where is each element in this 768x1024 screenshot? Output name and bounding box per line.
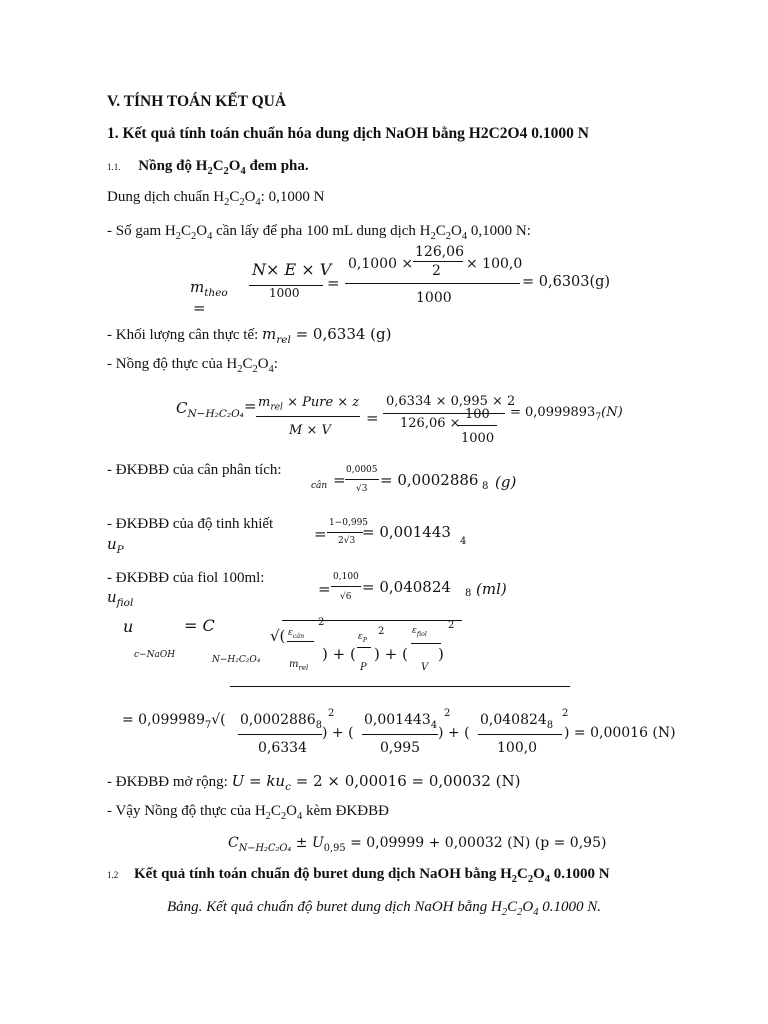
numeric-t1-numerator: $0,0002886_8$ <box>240 712 322 731</box>
unc-flask-tail: 8 <box>465 588 472 599</box>
eq1-f2-inner-denominator: 2 <box>432 263 441 279</box>
combined-sqrt-overline <box>282 620 462 621</box>
unc-balance-tail: 8 <box>482 481 489 492</box>
combined-t2-exp: 2 <box>378 626 385 637</box>
unc-balance-numerator: 0,0005 <box>346 465 378 475</box>
unc-purity-label: - ĐKĐBĐ của độ tinh khiết <box>107 516 274 532</box>
mass-needed-line: - Số gam $H_2C_2O_4$ cần lấy để pha 100 mL dung dịch $H_2C_2O_4$ 0,1000 N: <box>107 223 531 242</box>
numeric-t3-denominator: 100,0 <box>497 740 538 756</box>
eq2-equals-1: = <box>366 409 379 427</box>
standard-solution-line: Dung dịch chuẩn $H_2C_2O_4$: 0,1000 N <box>107 189 325 208</box>
unc-balance-label: - ĐKĐBĐ của cân phân tích: <box>107 462 282 478</box>
eq1-f2-denominator: 1000 <box>416 290 452 306</box>
unc-balance-bar <box>345 479 379 480</box>
combined-t2-denominator: P <box>360 662 367 673</box>
combined-t3-numerator: $\varepsilon_{fiol}$ <box>412 626 427 638</box>
eq2-c: $C_{N-H_2C_2O_4}$ <box>176 399 244 420</box>
numeric-plus-1: ) + ( <box>322 725 354 741</box>
subheading-1-1 <box>107 158 309 175</box>
subheading-number: 1.1. <box>107 162 121 172</box>
unc-balance-result: = 0,0002886 <box>380 471 479 489</box>
eq2-f2-inner-denominator: 1000 <box>461 431 495 446</box>
item1-title: 1. Kết quả tính toán chuẩn hóa dung dịch NaOH bằng H2C2O4 0.1000 N <box>107 125 589 142</box>
unc-flask-symbol: $u_{fiol}$ <box>107 588 134 609</box>
subheading-text: Kết quả tính toán chuẩn độ buret dung dịch NaOH bằng $H_2C_2O_4$ 0.1000 N <box>134 866 610 885</box>
unc-flask-numerator: 0,100 <box>333 572 359 582</box>
combined-t2-numerator: $\varepsilon_P$ <box>358 632 368 644</box>
eq1-f2-numerator-b: × 100,0 <box>466 256 523 272</box>
eq2-f1-numerator: $m_{rel}$ × Pure × z <box>258 395 360 413</box>
numeric-t2-exp: 2 <box>444 708 451 719</box>
unc-balance-unit: (g) <box>495 473 517 491</box>
numeric-lead: = $0,099989_7√$( <box>122 712 226 731</box>
unc-purity-denominator: 2√3 <box>338 536 356 546</box>
combined-u: u <box>123 617 134 636</box>
eq2-f2-inner-bar <box>457 425 497 426</box>
actual-mass-line: - Khối lượng cân thực tế: $m_{rel} = 0,6334$ (g) <box>107 325 392 346</box>
eq1-equals: = <box>327 274 340 292</box>
numeric-t2-numerator: $0,001443_4$ <box>364 712 438 731</box>
expanded-uncertainty-line: - ĐKĐBĐ mở rộng: $U = ku_c = 2 \times 0,00016 = 0,00032$ (N) <box>107 772 521 793</box>
eq2-f1-denominator: M × V <box>289 423 331 438</box>
subheading-number: 1.2 <box>107 870 119 880</box>
unc-purity-result: = 0,001443 <box>362 523 451 541</box>
actual-concentration-line: - Nồng độ thực của $H_2C_2O_4$: <box>107 356 278 375</box>
combined-t1-exp: 2 <box>318 617 325 628</box>
subheading-1-2 <box>107 866 610 883</box>
unc-purity-symbol: $u_P$ <box>107 535 124 556</box>
table-caption: Bảng. Kết quả chuẩn độ buret dung dịch NaOH bằng $H_2C_2O_4$ 0.1000 N. <box>167 899 601 918</box>
combined-u-sub: c−NaOH <box>134 650 176 660</box>
eq1-f2-numerator-a: 0,1000 × <box>348 256 414 272</box>
combined-long-bar <box>230 686 570 687</box>
unc-flask-label: - ĐKĐBĐ của fiol 100ml: <box>107 570 265 586</box>
eq1-f1-denominator: 1000 <box>269 286 300 300</box>
eq2-f2-numerator: 0,6334 × 0,995 × 2 <box>386 394 516 409</box>
numeric-t3-bar <box>478 734 562 735</box>
eq1-f2-bar <box>345 283 520 284</box>
eq1-result: = 0,6303(g) <box>522 274 611 290</box>
combined-eq-c: = C <box>184 616 215 635</box>
eq2-equals-0: = <box>244 397 257 415</box>
eq1-lhs-equals: = <box>193 299 206 317</box>
unc-flask-denominator: √6 <box>340 592 352 602</box>
eq1-f2-inner-numerator: 126,06 <box>415 244 464 260</box>
unc-balance-denominator: √3 <box>356 484 368 494</box>
eq2-f2-inner-numerator: 100 <box>465 407 490 422</box>
combined-t3-bar <box>411 643 441 644</box>
subheading-text: Nồng độ $H_2C_2O_4$ đem pha. <box>138 158 309 177</box>
unc-flask-equals: = <box>318 580 331 598</box>
combined-plus-1: ) + ( <box>322 645 356 663</box>
numeric-plus-2: ) + ( <box>438 725 470 741</box>
combined-close: ) <box>438 645 444 663</box>
unc-flask-bar <box>331 586 361 587</box>
numeric-t3-exp: 2 <box>562 708 569 719</box>
numeric-result: ) = 0,00016 (N) <box>564 725 676 741</box>
combined-sqrt: √( <box>270 627 286 645</box>
unc-balance-equals: = <box>333 471 346 489</box>
combined-t3-exp: 2 <box>448 620 455 631</box>
numeric-t2-bar <box>362 734 438 735</box>
combined-c-sub: N−H₂C₂O₄ <box>212 655 261 665</box>
final-equation: $C_{N-H_2C_2O_4} \pm U_{0,95} = 0,09999 + 0,00032$ (N) (p = 0,95) <box>228 835 607 854</box>
eq2-f1-bar <box>256 416 360 417</box>
eq1-f2-inner-bar <box>413 261 463 262</box>
combined-t1-denominator: $m_{rel}$ <box>289 659 309 672</box>
unc-purity-tail: 4 <box>460 536 467 547</box>
combined-t3-denominator: V <box>421 662 429 673</box>
numeric-t2-denominator: 0,995 <box>380 740 421 756</box>
unc-flask-unit: (ml) <box>476 580 507 598</box>
unc-purity-bar <box>327 532 363 533</box>
combined-plus-2: ) + ( <box>374 645 408 663</box>
unc-flask-result: = 0,040824 <box>362 578 451 596</box>
numeric-t3-numerator: $0,040824_8$ <box>480 712 554 731</box>
numeric-t1-exp: 2 <box>328 708 335 719</box>
final-concentration-label: - Vậy Nồng độ thực của $H_2C_2O_4$ kèm ĐKĐBĐ <box>107 803 389 822</box>
eq1-f1-numerator: N× E × V <box>252 260 332 279</box>
combined-t1-bar <box>287 641 314 642</box>
numeric-t1-bar <box>238 734 322 735</box>
eq2-result: = $0,0999893_7(N)$ <box>510 405 623 423</box>
unc-purity-equals: = <box>314 525 327 543</box>
combined-t1-numerator: $\varepsilon_{cân}$ <box>288 628 305 640</box>
eq2-f2-denominator: 126,06 × <box>400 416 461 431</box>
numeric-t1-denominator: 0,6334 <box>258 740 307 756</box>
unc-balance-symbol-sub: cân <box>311 481 328 491</box>
combined-t2-bar <box>357 647 371 648</box>
eq1-lhs: $m_{theo}$ <box>190 278 228 299</box>
unc-purity-numerator: 1−0,995 <box>329 518 369 528</box>
section-title: V. TÍNH TOÁN KẾT QUẢ <box>107 93 287 110</box>
